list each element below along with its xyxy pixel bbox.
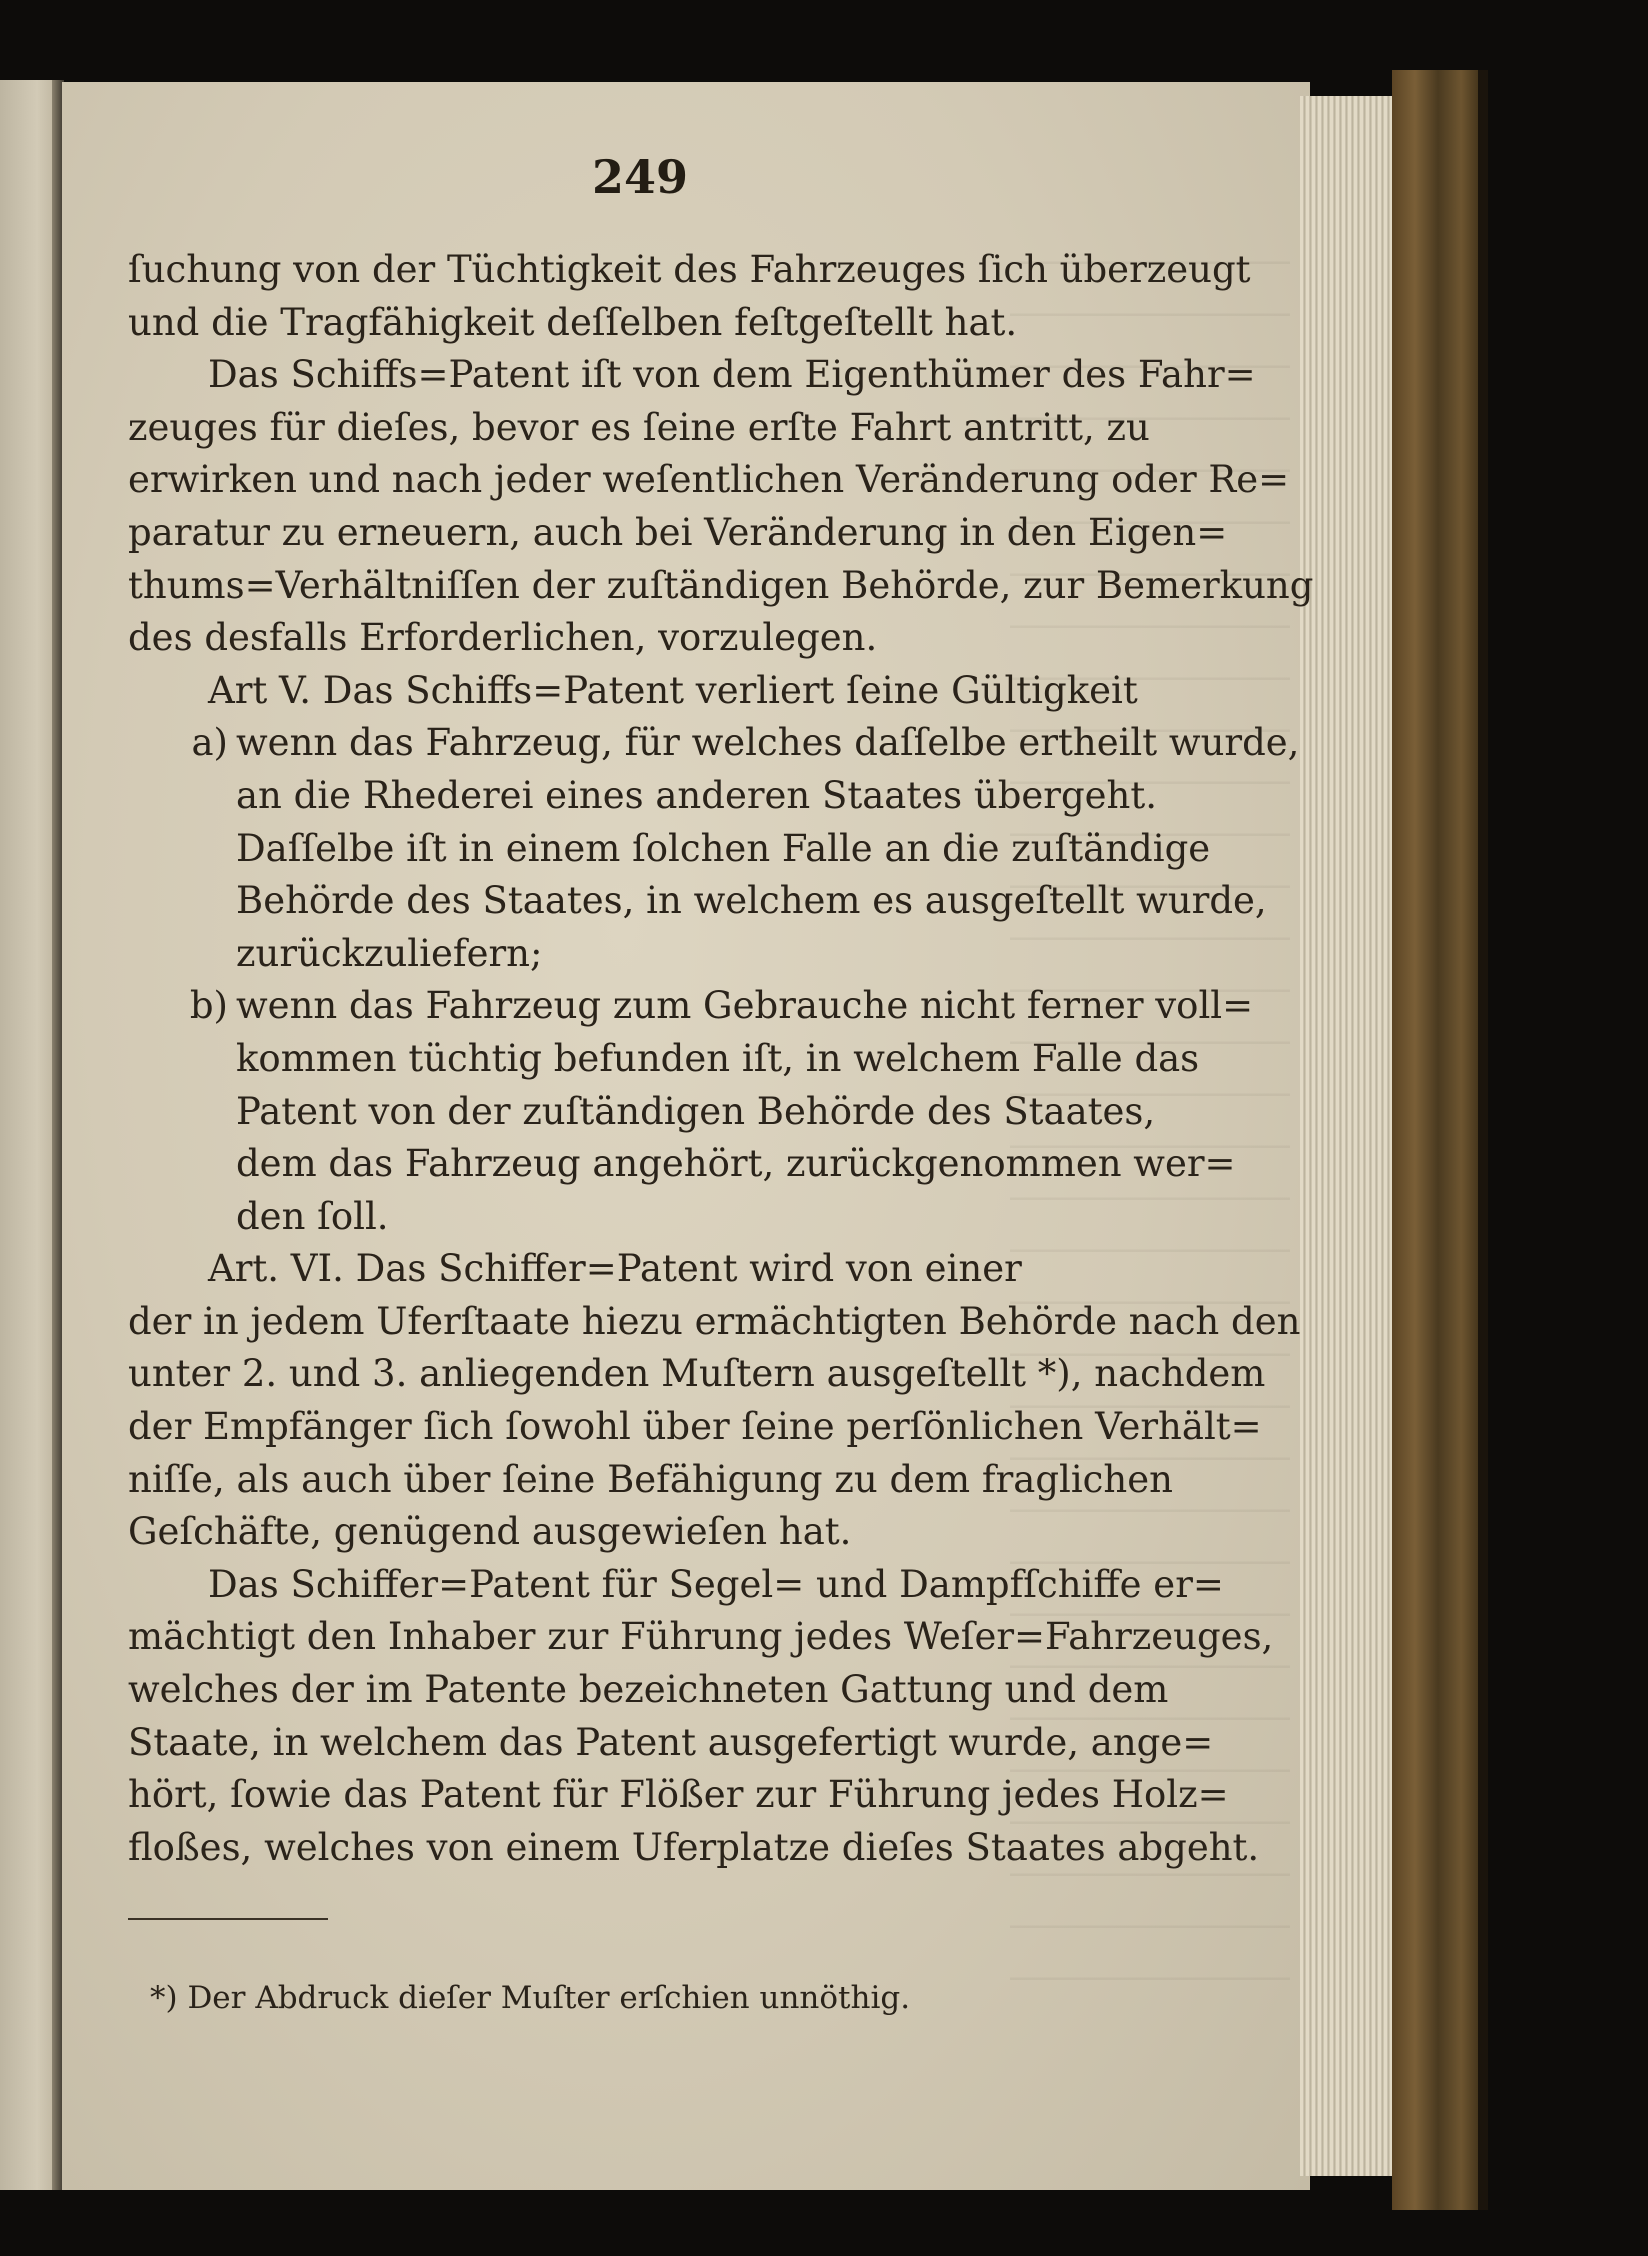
line-text: Staate, in welchem das Patent ausgefertigt wurde, ange= bbox=[128, 1720, 1214, 1764]
line-text: niſſe, als auch über ſeine Befähigung zu dem fraglichen bbox=[128, 1457, 1173, 1501]
text-line bbox=[128, 560, 1314, 613]
footnote-rule bbox=[128, 1918, 328, 1920]
line-text: paratur zu erneuern, auch bei Veränderung in den Eigen= bbox=[128, 510, 1228, 554]
line-text: wenn das Fahrzeug, für welches daſſelbe ertheilt wurde, bbox=[236, 721, 1300, 765]
line-text: thums=Verhältniſſen der zuſtändigen Behörde, zur Bemerkung bbox=[128, 563, 1314, 607]
text-line bbox=[128, 1401, 1262, 1454]
text-line bbox=[128, 402, 1194, 455]
line-text: kommen tüchtig befunden iſt, in welchem Falle das bbox=[236, 1036, 1200, 1080]
list-marker: b) bbox=[189, 984, 228, 1028]
text-line bbox=[128, 770, 1194, 823]
line-text: Das Schiffs=Patent iſt von dem Eigenthümer des Fahr= bbox=[208, 353, 1256, 397]
text-line bbox=[128, 823, 1211, 876]
body-text bbox=[128, 244, 1314, 1874]
line-text: Das Schiffer=Patent für Segel= und Dampfſchiffe er= bbox=[208, 1562, 1224, 1606]
text-line bbox=[128, 244, 1251, 297]
text-line bbox=[128, 1717, 1214, 1770]
text-line bbox=[128, 1454, 1194, 1507]
text-line bbox=[128, 1138, 1236, 1191]
line-text: hört, ſowie das Patent für Flößer zur Führung jedes Holz= bbox=[128, 1773, 1229, 1817]
text-line bbox=[128, 1086, 1194, 1139]
line-text: den ſoll. bbox=[236, 1194, 389, 1238]
line-text: unter 2. und 3. anliegenden Muſtern ausgeſtellt *), nachdem bbox=[128, 1352, 1266, 1396]
line-text: welches der im Patente bezeichneten Gattung und dem bbox=[128, 1668, 1169, 1712]
line-text: wenn das Fahrzeug zum Gebrauche nicht ferner voll= bbox=[236, 984, 1254, 1028]
text-line bbox=[128, 454, 1290, 507]
text-line bbox=[128, 717, 1300, 770]
page-number: 249 bbox=[591, 150, 689, 204]
page-block-edges bbox=[1300, 96, 1398, 2176]
line-text: zeuges für dieſes, bevor es ſeine erſte Fahrt antritt, zu bbox=[128, 405, 1150, 449]
footnote: *) Der Abdruck dieſer Muſter erſchien unnöthig. bbox=[150, 1980, 911, 2016]
line-text: der in jedem Uferſtaate hiezu ermächtigten Behörde nach den bbox=[128, 1299, 1301, 1343]
text-line bbox=[128, 1243, 1194, 1296]
text-line bbox=[128, 1769, 1229, 1822]
text-line bbox=[128, 297, 1194, 350]
line-text: Daſſelbe iſt in einem ſolchen Falle an die zuſtändige bbox=[236, 826, 1211, 870]
text-line bbox=[128, 1559, 1224, 1612]
line-text: dem das Fahrzeug angehört, zurückgenommen wer= bbox=[236, 1142, 1236, 1186]
line-text: erwirken und nach jeder weſentlichen Veränderung oder Re= bbox=[128, 458, 1290, 502]
line-text: an die Rhederei eines anderen Staates übergeht. bbox=[236, 773, 1158, 817]
text-line bbox=[128, 980, 1254, 1033]
text-line bbox=[128, 1506, 1194, 1559]
text-line bbox=[128, 1033, 1200, 1086]
line-text: der Empfänger ſich ſowohl über ſeine perſönlichen Verhält= bbox=[128, 1405, 1262, 1449]
cover-edge bbox=[1478, 70, 1488, 2210]
line-text: und die Tragfähigkeit deſſelben feſtgeſtellt hat. bbox=[128, 300, 1018, 344]
text-line bbox=[128, 1611, 1274, 1664]
text-line bbox=[128, 1348, 1266, 1401]
line-text: Geſchäfte, genügend ausgewieſen hat. bbox=[128, 1510, 852, 1554]
text-line bbox=[128, 612, 1194, 665]
list-marker: a) bbox=[191, 721, 228, 765]
text-line bbox=[128, 928, 1194, 981]
line-text: Behörde des Staates, in welchem es ausgeſtellt wurde, bbox=[236, 879, 1267, 923]
text-line bbox=[128, 1296, 1301, 1349]
text-line bbox=[128, 665, 1194, 718]
line-text: ſuchung von der Tüchtigkeit des Fahrzeuges ſich überzeugt bbox=[128, 248, 1251, 291]
text-line bbox=[128, 507, 1228, 560]
text-line bbox=[128, 1822, 1260, 1875]
line-text: zurückzuliefern; bbox=[236, 931, 543, 975]
text-line bbox=[128, 349, 1256, 402]
line-text: floßes, welches von einem Uferplatze dieſes Staates abgeht. bbox=[128, 1825, 1260, 1869]
text-line bbox=[128, 1664, 1194, 1717]
text-line bbox=[128, 1191, 1194, 1244]
text-line bbox=[128, 875, 1267, 928]
line-text: Patent von der zuſtändigen Behörde des Staates, bbox=[236, 1089, 1156, 1133]
line-text: Art V. Das Schiffs=Patent verliert ſeine Gültigkeit bbox=[208, 668, 1138, 712]
line-text: Art. VI. Das Schiffer=Patent wird von einer bbox=[208, 1247, 1022, 1291]
line-text: des desfalls Erforderlichen, vorzulegen. bbox=[128, 616, 878, 660]
line-text: mächtigt den Inhaber zur Führung jedes Weſer=Fahrzeuges, bbox=[128, 1615, 1274, 1659]
leather-cover bbox=[1392, 70, 1484, 2210]
